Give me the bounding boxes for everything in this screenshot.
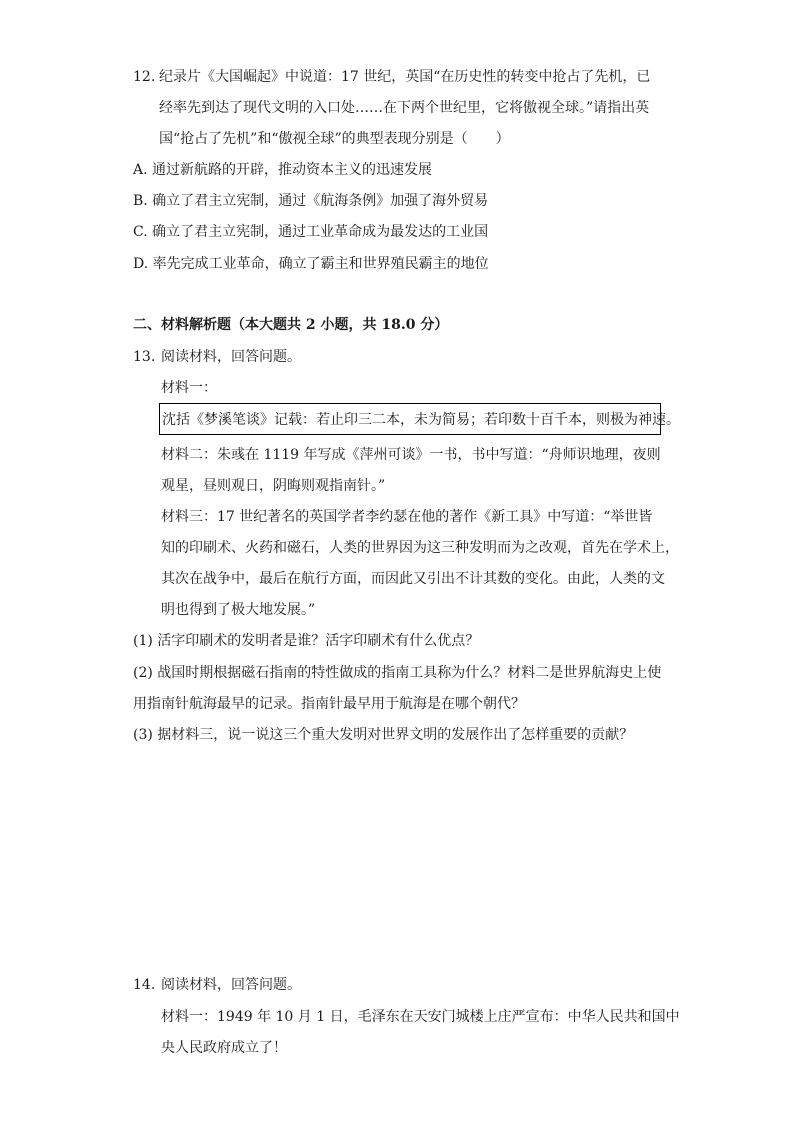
q14-number: 14. <box>133 977 156 993</box>
q13-material1-text: 沈括《梦溪笔谈》记载：若止印三二本，未为简易；若印数十百千本，则极为神速。 <box>162 412 680 428</box>
q13-material1-label: 材料一： <box>161 380 217 396</box>
q13-material3-line3: 其次在战争中，最后在航行方面，而因此又引出不计其数的变化。由此，人类的文 <box>161 571 665 587</box>
q13-material2-line1: 材料二：朱彧在 1119 年写成《萍州可谈》一书，书中写道：“舟师识地理，夜则 <box>161 447 661 463</box>
q14-material1-line2: 央人民政府成立了！ <box>161 1040 287 1056</box>
q13-subquestion3: (3) 据材料三，说一说这三个重大发明对世界文明的发展作出了怎样重要的贡献？ <box>133 727 634 743</box>
q12-option-a: A. 通过新航路的开辟，推动资本主义的迅速发展 <box>133 162 433 178</box>
q13-number: 13. <box>133 349 156 365</box>
q13-material3-line2: 知的印刷术、火药和磁石，人类的世界因为这三种发明而为之改观，首先在学术上， <box>161 540 679 556</box>
q13-subquestion1: (1) 活字印刷术的发明者是谁？活字印刷术有什么优点？ <box>133 633 480 649</box>
q12-stem-line1: 纪录片《大国崛起》中说道：17 世纪，英国“在历史性的转变中抢占了先机，已 <box>159 69 651 85</box>
section-heading: 二、材料解析题（本大题共 2 小题，共 18.0 分） <box>133 317 449 333</box>
q12-option-d: D. 率先完成工业革命，确立了霸主和世界殖民霸主的地位 <box>133 256 489 272</box>
q12-stem-line3: 国“抢占了先机”和“傲视全球”的典型表现分别是（ ） <box>159 131 510 147</box>
q13-material3-line4: 明也得到了极大地发展。” <box>161 602 316 618</box>
q13-subquestion2-line1: (2) 战国时期根据磁石指南的特性做成的指南工具称为什么？材料二是世界航海史上使 <box>133 665 662 681</box>
q13-subquestion2-line2: 用指南针航海最早的记录。指南针最早用于航海是在哪个朝代？ <box>133 696 525 712</box>
q12-stem-line2: 经率先到达了现代文明的入口处……在下两个世纪里，它将傲视全球。”请指出英 <box>159 100 650 116</box>
q12-option-c: C. 确立了君主立宪制，通过工业革命成为最发达的工业国 <box>133 224 489 240</box>
q13-material1-box <box>159 403 680 435</box>
q12-number: 12. <box>133 69 156 85</box>
q14-prompt: 阅读材料，回答问题。 <box>161 977 301 993</box>
q13-material3-line1: 材料三：17 世纪著名的英国学者李约瑟在他的著作《新工具》中写道：“举世皆 <box>161 509 653 525</box>
q14-material1-line1: 材料一：1949 年 10 月 1 日，毛泽东在天安门城楼上庄严宣布：中华人民共和国中 <box>161 1009 680 1025</box>
q13-prompt: 阅读材料，回答问题。 <box>161 349 301 365</box>
q12-option-b: B. 确立了君主立宪制，通过《航海条例》加强了海外贸易 <box>133 193 489 209</box>
q13-material2-line2: 观星，昼则观日，阴晦则观指南针。” <box>161 478 386 494</box>
